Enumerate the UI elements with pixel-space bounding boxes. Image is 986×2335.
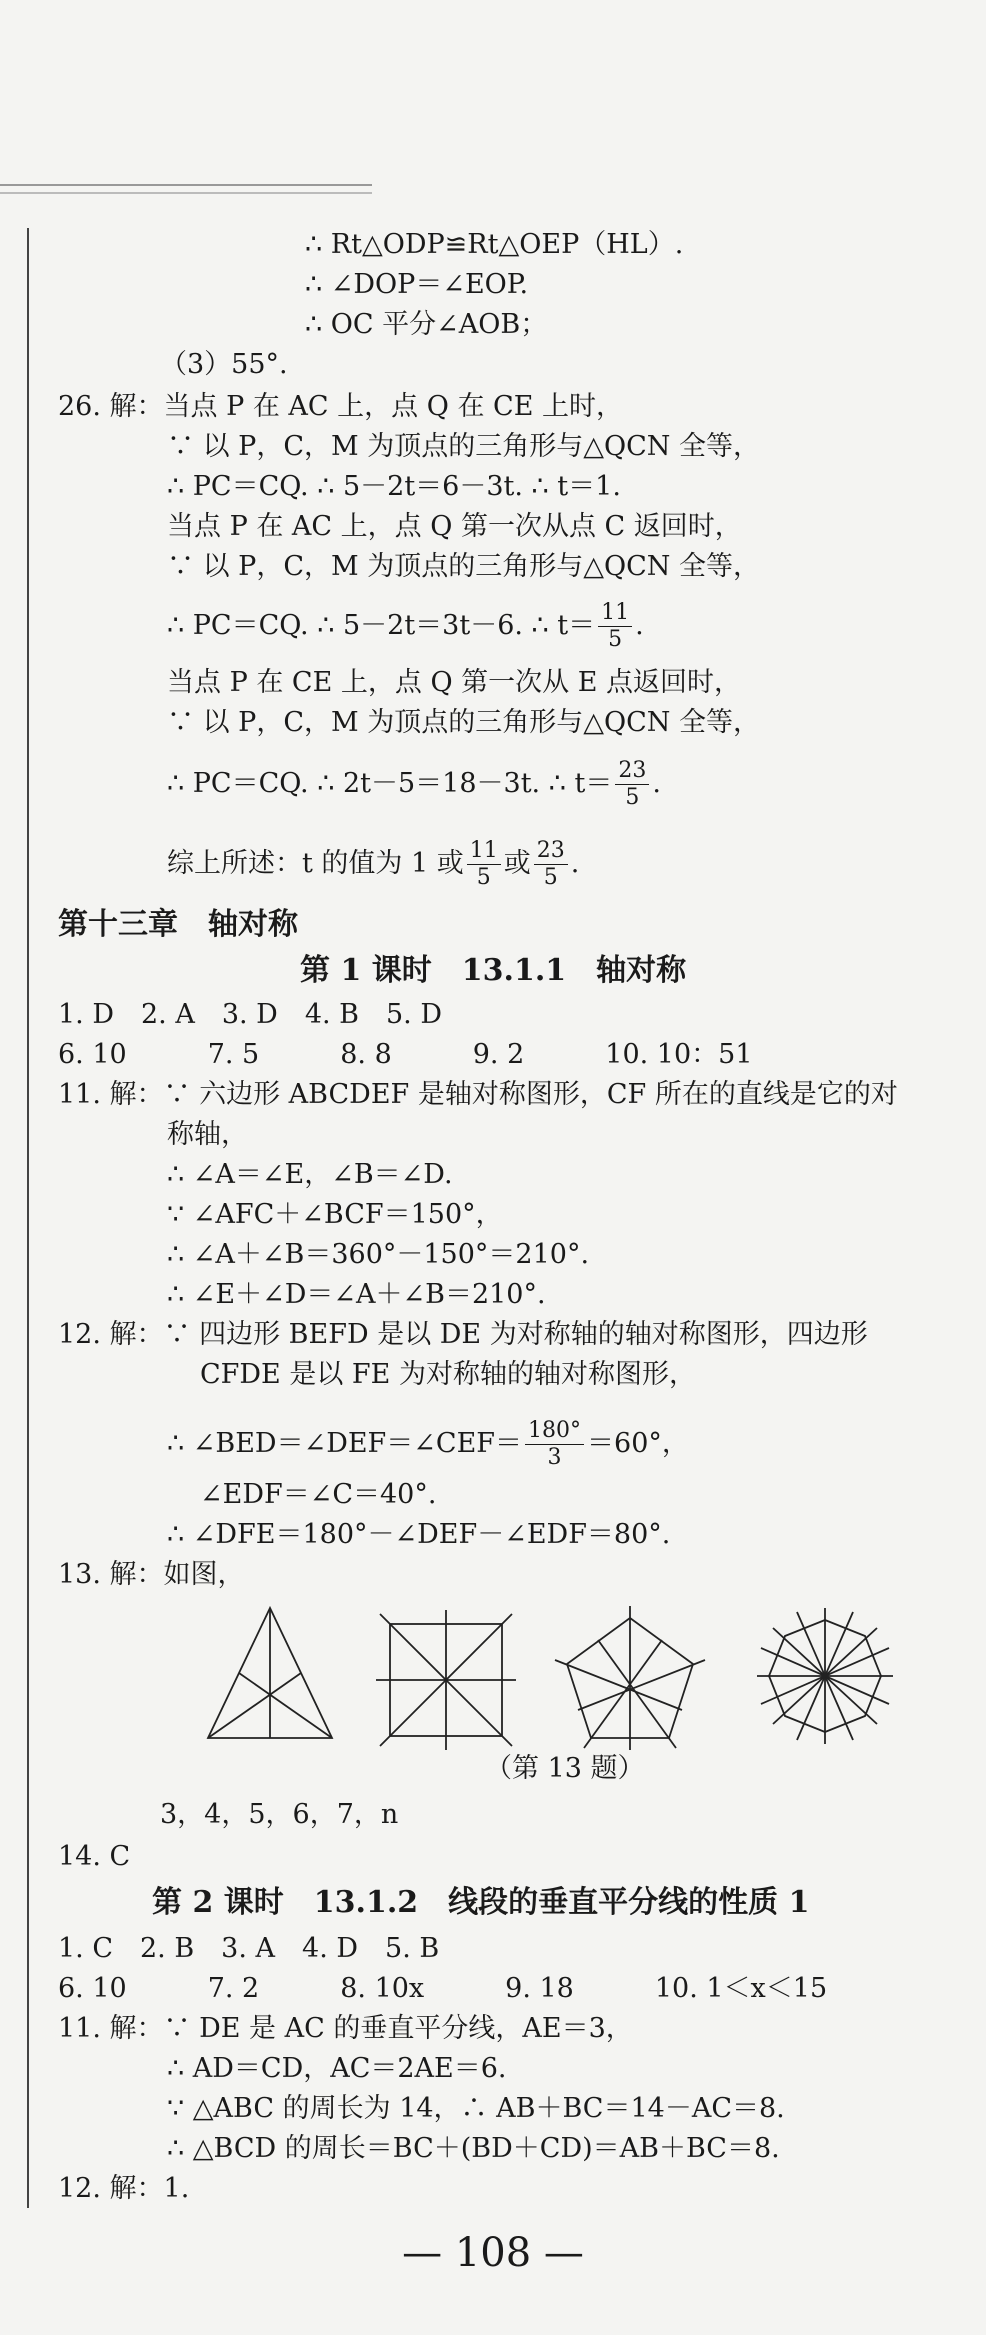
text-line: （3）55°. xyxy=(160,349,288,380)
text-line: ∵ 以 P，C，M 为顶点的三角形与△QCN 全等， xyxy=(167,707,760,738)
octagon-figure xyxy=(757,1608,893,1744)
page-number: — 108 — xyxy=(402,2230,584,2276)
answer-line: ∵ △ABC 的周长为 14，∴ AB＋BC＝14－AC＝8. xyxy=(167,2093,785,2124)
text-line: ∵ 以 P，C，M 为顶点的三角形与△QCN 全等， xyxy=(167,551,760,582)
text-line: 26. 解：当点 P 在 AC 上，点 Q 在 CE 上时， xyxy=(58,391,624,422)
answer-line: ∴ ∠DFE＝180°－∠DEF－∠EDF＝80°. xyxy=(167,1519,671,1550)
summary-text: 或 xyxy=(503,848,531,879)
answer-line: ∴ ∠A＝∠E，∠B＝∠D. xyxy=(167,1159,453,1190)
fraction: $\frac{23}{5}$ xyxy=(534,838,568,891)
text-line: ∴ PC＝CQ. ∴ 5－2t＝6－3t. ∴ t＝1. xyxy=(167,471,621,502)
fraction: $\frac{23}{5}$ xyxy=(615,758,649,811)
answer-line: ∴ △BCD 的周长＝BC＋(BD＋CD)＝AB＋BC＝8. xyxy=(167,2133,780,2164)
figure-caption: （第 13 题） xyxy=(485,1753,645,1784)
answer-line: 11. 解：∵ 六边形 ABCDEF 是轴对称图形，CF 所在的直线是它的对 xyxy=(58,1079,898,1110)
fraction: $\frac{11}{5}$ xyxy=(598,600,632,653)
answer-line: 称轴， xyxy=(167,1119,248,1150)
symmetry-figures xyxy=(200,1600,920,1750)
answer-line: ∵ ∠AFC＋∠BCF＝150°， xyxy=(167,1199,503,1230)
answer-line: ∴ ∠A＋∠B＝360°－150°＝210°. xyxy=(167,1239,590,1270)
answer-line: CFDE 是以 FE 为对称轴的轴对称图形， xyxy=(200,1359,696,1390)
equation-text: ∴ PC＝CQ. ∴ 5－2t＝3t－6. ∴ t＝ xyxy=(167,610,596,641)
answer-line: 1. C 2. B 3. A 4. D 5. B xyxy=(58,1933,440,1964)
answer-line: 12. 解：∵ 四边形 BEFD 是以 DE 为对称轴的轴对称图形，四边形 xyxy=(58,1319,868,1350)
text-line: ∴ OC 平分∠AOB； xyxy=(305,309,548,340)
equation-text: ∴ PC＝CQ. ∴ 2t－5＝18－3t. ∴ t＝ xyxy=(167,768,613,799)
chapter-title: 第十三章 轴对称 xyxy=(58,907,298,942)
text-line: ∴ Rt△ODP≌Rt△OEP（HL）. xyxy=(305,229,684,260)
equation-text: ∴ ∠BED＝∠DEF＝∠CEF＝ xyxy=(167,1428,523,1459)
summary-text: 综上所述：t 的值为 1 或 xyxy=(167,848,464,879)
lesson-title: 第 1 课时 13.1.1 轴对称 xyxy=(300,953,687,988)
square-figure xyxy=(376,1610,516,1750)
lesson-title: 第 2 课时 13.1.2 线段的垂直平分线的性质 1 xyxy=(152,1885,810,1920)
equation-text: ＝60°， xyxy=(587,1428,689,1459)
text-line: 当点 P 在 CE 上，点 Q 第一次从 E 点返回时， xyxy=(167,667,742,698)
left-margin-rule xyxy=(27,228,29,2208)
answer-line: ∠EDF＝∠C＝40°. xyxy=(200,1479,437,1510)
text-line: ∵ 以 P，C，M 为顶点的三角形与△QCN 全等， xyxy=(167,431,760,462)
text-line: ∴ PC＝CQ. ∴ 2t－5＝18－3t. ∴ t＝ $\frac{23}{5}$ . xyxy=(167,758,661,810)
fraction: $\frac{11}{5}$ xyxy=(467,838,501,891)
answer-line: 12. 解：1. xyxy=(58,2173,190,2204)
answer-line: 14. C xyxy=(58,1841,131,1872)
answer-line: ∴ AD＝CD，AC＝2AE＝6. xyxy=(167,2053,507,2084)
answer-line: 6. 10 7. 5 8. 8 9. 2 10. 10：51 xyxy=(58,1039,753,1070)
answer-line: 11. 解：∵ DE 是 AC 的垂直平分线，AE＝3， xyxy=(58,2013,633,2044)
answer-line: 3，4，5，6，7，n xyxy=(160,1799,399,1830)
pentagon-figure xyxy=(555,1606,705,1750)
text-line: 综上所述：t 的值为 1 或 $\frac{11}{5}$ 或 $\frac{23}{5}$ . xyxy=(167,838,580,890)
answer-line xyxy=(167,1418,689,1471)
answer-line: ∴ ∠E＋∠D＝∠A＋∠B＝210°. xyxy=(167,1279,546,1310)
text-line: ∴ PC＝CQ. ∴ 5－2t＝3t－6. ∴ t＝ $\frac{11}{5}$ . xyxy=(167,600,644,652)
top-rule xyxy=(0,184,372,194)
text-line: ∴ ∠DOP＝∠EOP. xyxy=(305,269,529,300)
text-line: 当点 P 在 AC 上，点 Q 第一次从点 C 返回时， xyxy=(167,511,742,542)
answer-line: 6. 10 7. 2 8. 10x 9. 18 10. 1＜x＜15 xyxy=(58,1973,828,2004)
answer-line: 13. 解：如图， xyxy=(58,1559,245,1590)
answer-line: 1. D 2. A 3. D 4. B 5. D xyxy=(58,999,442,1030)
fraction: $\frac{180^\circ}{3}$ xyxy=(525,1418,584,1471)
triangle-figure xyxy=(208,1608,332,1738)
